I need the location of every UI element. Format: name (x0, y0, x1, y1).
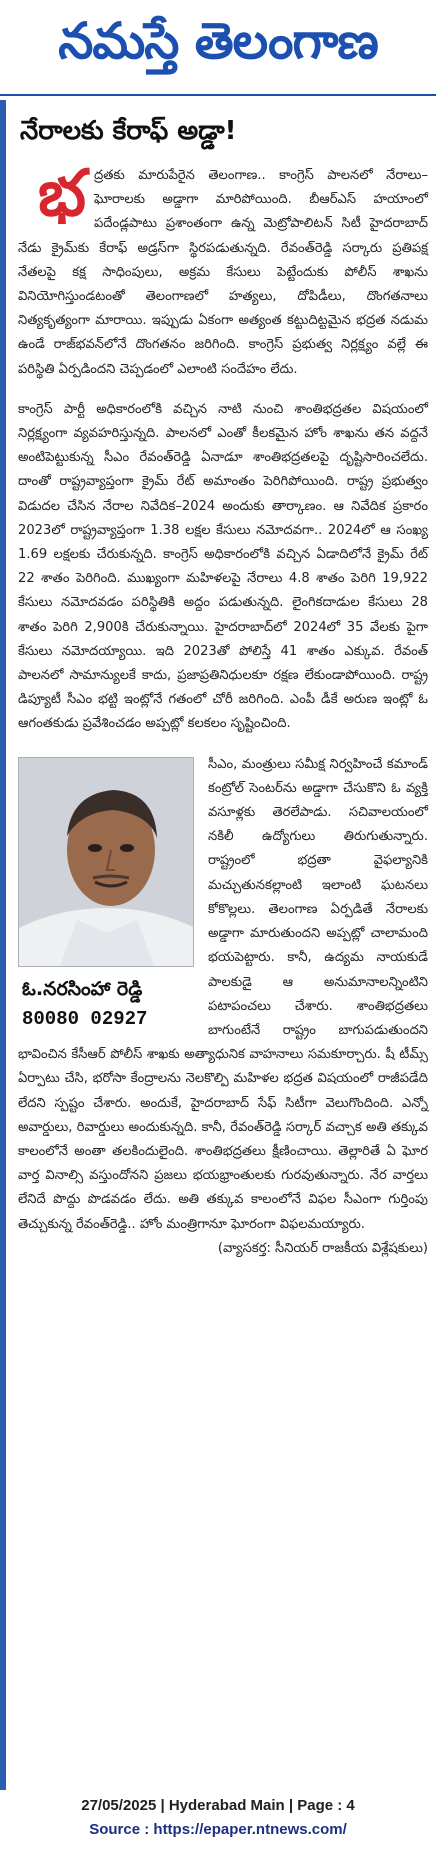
masthead (0, 0, 436, 96)
paragraph-1-text: ద్రతకు మారుపేరైన తెలంగాణ.. కాంగ్రెస్ పాలనలో నేరాలు–ఘోరాలకు అడ్డాగా మారిపోయింది. బీఆర్ఎస్ హయాంలో పదేండ్లపాటు ప్రశాంతంగా ఉన్న మెట్రోపాలిటన్ సిటీ హైదరాబాద్ నేడు క్రైమ్‌కు కేరాఫ్ అడ్రస్‌గా స్థిరపడుతున్నది. రేవంత్‌రెడ్డి సర్కారు ప్రతిపక్ష నేతలపై కక్ష సాధింపులు, అక్రమ కేసులు పెట్టేందుకు పోలీస్ శాఖను వినియోగిస్తుండటంతో తెలంగాణలో హత్యలు, దోపిడీలు, దొంగతనాలు నిత్యకృత్యంగా మారాయి. ఇప్పుడు ఏకంగా అత్యంత కట్టుదిట్టమైన భద్రత నడుమ ఉండే రాజ్‌భవన్‌లోనే దొంగతనం జరిగింది. కాంగ్రెస్ ప్రభుత్వ నిర్లక్ష్యం వల్లే ఈ పరిస్థితి ఏర్పడిందని చెప్పడంలో ఎలాంటి సందేహం లేదు. (18, 168, 428, 377)
source-line: Source : https://epaper.ntnews.com/ (89, 1821, 347, 1838)
paragraph-2: కాంగ్రెస్ పార్టీ అధికారంలోకి వచ్చిన నాటి నుంచి శాంతిభద్రతల విషయంలో నిర్లక్ష్యంగా వ్యవహరిస్తున్నది. పాలనలో ఎంతో కీలకమైన హోం శాఖను తన వద్దనే అంటిపెట్టుకున్న సీఎం రేవంత్‌రెడ్డి ఏనాడూ శాంతిభద్రతలపై దృష్టిసారించలేదు. దాంతో రాష్ట్రవ్యాప్తంగా క్రైమ్ రేట్ అమాంతం పెరిగిపోయింది. రాష్ట్ర ప్రభుత్వం విడుదల చేసిన నేరాల నివేదిక–2024 అందుకు తార్కాణం. ఆ నివేదిక ప్రకారం 2023లో రాష్ట్రవ్యాప్తంగా 1.38 లక్షల కేసులు నమోదవగా.. 2024లో ఆ సంఖ్య 1.69 లక్షలకు చేరుకున్నది. కాంగ్రెస్ అధికారంలోకి వచ్చిన ఏడాదిలోనే క్రైమ్ రేట్ 22 శాతం పెరిగింది. ముఖ్యంగా మహిళలపై నేరాలు 4.8 శాతం పెరిగి 19,922 కేసులు నమోదవడం పరిస్థితికి అద్దం పడుతున్నది. లైంగికదాడుల కేసులు 28 శాతం పెరిగి 2,900కి చేరుకున్నాయి. హైదరాబాద్‌లో 2024లో 35 వేలకు పైగా కేసులు నమోదయ్యాయి. ఇది 2023తో పోలిస్తే 41 శాతం ఎక్కువ. రేవంత్ పాలనలో సామాన్యులకే కాదు, ప్రజాప్రతినిధులకూ రక్షణ లేకుండాపోయింది. రాష్ట్ర డిప్యూటీ సీఎం భట్టి ఇంట్లోనే గతంలో చోరీ జరిగింది. ఎంపీ డీకే అరుణ ఇంట్లో ఓ ఆగంతకుడు ప్రవేశించడం అప్పట్లో కలకలం సృష్టించింది. (18, 401, 428, 732)
paragraph-1 (18, 156, 428, 382)
author-photo (18, 757, 194, 967)
newspaper-title: నమస్తే తెలంగాణ (58, 11, 378, 70)
author-name: ఓ.నరసింహా రెడ్డి (22, 977, 143, 1000)
edition-info: 27/05/2025 | Hyderabad Main | Page : 4 (81, 1797, 355, 1814)
paragraph-3 (18, 753, 428, 1261)
drop-cap: భ (38, 156, 86, 231)
author-block (18, 757, 196, 1031)
author-portrait-illustration (19, 758, 194, 967)
author-phone: 80080 02927 (22, 1007, 148, 1030)
paragraph-3-text: సీఎం, మంత్రులు సమీక్ష నిర్వహించే కమాండ్ కంట్రోల్ సెంటర్‌ను అడ్డాగా చేసుకొని ఓ వ్యక్తి వసూళ్లకు తెరలేపాడు. సచివాలయంలో నకిలీ ఉద్యోగులు తిరుగుతున్నారు. రాష్ట్రంలో భద్రతా వైఫల్యానికి మచ్చుతునకల్లాంటి ఇలాంటి ఘటనలు కోకొల్లలు. తెలంగాణ ఏర్పడితే నేరాలకు అడ్డాగా మారుతుందని అప్పట్లో చాలామంది భయపెట్టారు. కానీ, ఉద్యమ నాయకుడే పాలకుడై ఆ అనుమానాలన్నింటిని పటాపంచలు చేశారు. శాంతిభద్రతలు బాగుంటేనే రాష్ట్రం బాగుపడుతుందని భావించిన కేసీఆర్ పోలీస్ శాఖకు అత్యాధునిక వాహనాలు సమకూర్చారు. షీ టీమ్స్ ఏర్పాటు చేసి, భరోసా కేంద్రాలను నెలకొల్పి మహిళల భద్రత విషయంలో రాజీపడేది లేదని స్పష్టం చేశారు. అందుకే, హైదరాబాద్ సేఫ్ సిటీగా వెలుగొందింది. ఎన్నో అవార్డులు, రివార్డులు అందుకున్నది. కానీ, రేవంత్‌రెడ్డి సర్కార్ వచ్చాక అతి తక్కువ కాలంలోనే అంతా తలకిందులైంది. శాంతిభద్రతలు క్షీణించాయి. తెల్లారితే ఏ ఘోర వార్త వినాల్సి వస్తుందోనని ప్రజలు భయభ్రాంతులకు గురవుతున్నారు. నేర వార్తలు లేనిదే పొద్దు పొడవడం లేదు. అతి తక్కువ కాలంలోనే విఫల సీఎంగా గుర్తింపు తెచ్చుకున్న రేవంత్‌రెడ్డి.. హోం మంత్రిగానూ ఘోరంగా విఫలమయ్యారు. (18, 756, 428, 1232)
headline: నేరాలకు కేరాఫ్ అడ్డా! (20, 116, 237, 146)
footer (0, 1794, 436, 1849)
article (0, 100, 436, 1790)
author-note: (వ్యాసకర్త: సీనియర్ రాజకీయ విశ్లేషకులు) (217, 1240, 428, 1256)
